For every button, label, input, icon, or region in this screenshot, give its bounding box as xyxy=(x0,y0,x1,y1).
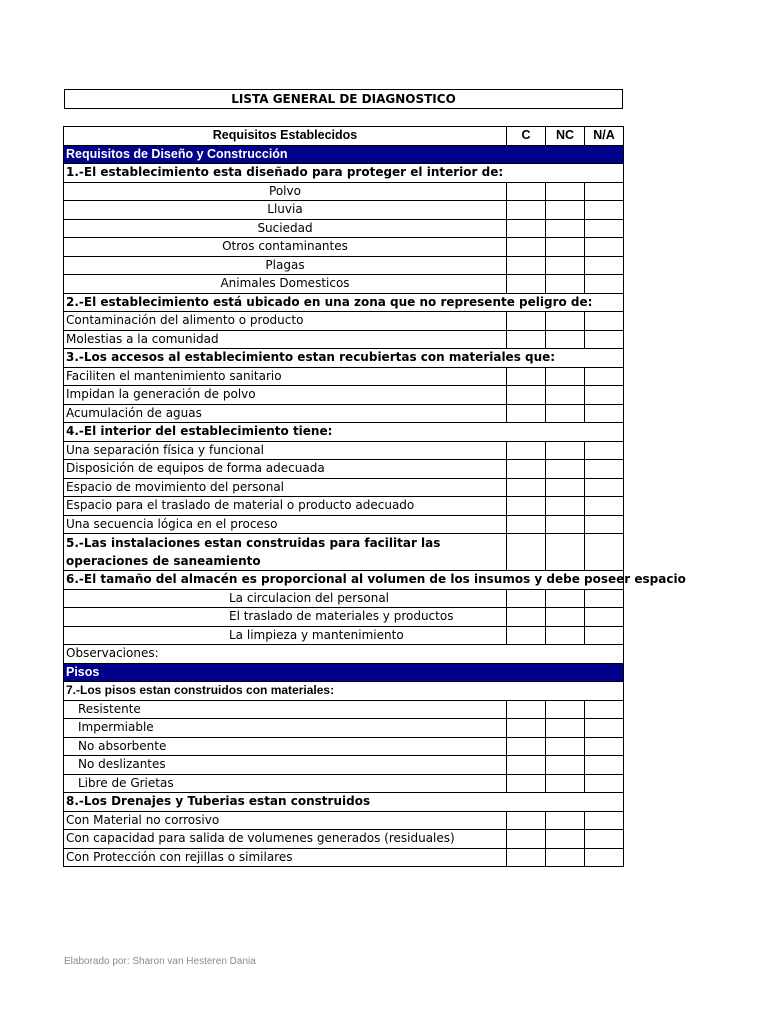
checkbox-cell-c[interactable] xyxy=(507,515,546,534)
question-row xyxy=(64,793,624,812)
checkbox-cell-c[interactable] xyxy=(507,700,546,719)
checkbox-cell-nc[interactable] xyxy=(546,626,585,645)
checkbox-cell-nc[interactable] xyxy=(546,719,585,738)
checkbox-cell-c[interactable] xyxy=(507,848,546,867)
checklist-item-row xyxy=(64,719,624,738)
checklist-item-row xyxy=(64,238,624,257)
checkbox-cell-c[interactable] xyxy=(507,774,546,793)
checkbox-cell-nc[interactable] xyxy=(546,460,585,479)
checkbox-cell-c[interactable] xyxy=(507,219,546,238)
item-text: Otros contaminantes xyxy=(64,238,507,257)
item-text: No deslizantes xyxy=(64,756,507,775)
checklist-item-row xyxy=(64,737,624,756)
question-row xyxy=(64,682,624,701)
checklist-item-row xyxy=(64,201,624,220)
checkbox-cell-c[interactable] xyxy=(507,534,546,571)
checkbox-cell-nc[interactable] xyxy=(546,201,585,220)
checklist-item-row xyxy=(64,330,624,349)
checklist-item-row xyxy=(64,848,624,867)
checkbox-cell-nc[interactable] xyxy=(546,367,585,386)
checkbox-cell-c[interactable] xyxy=(507,367,546,386)
checkbox-cell-nc[interactable] xyxy=(546,830,585,849)
checklist-item-row xyxy=(64,534,624,571)
checkbox-cell-na[interactable] xyxy=(585,534,624,571)
checklist-item-row xyxy=(64,497,624,516)
checkbox-cell-c[interactable] xyxy=(507,719,546,738)
checkbox-cell-c[interactable] xyxy=(507,238,546,257)
item-text: Impidan la generación de polvo xyxy=(64,386,507,405)
checkbox-cell-nc[interactable] xyxy=(546,515,585,534)
checkbox-cell-na[interactable] xyxy=(585,700,624,719)
checklist-item-row xyxy=(64,478,624,497)
item-text: Animales Domesticos xyxy=(64,275,507,294)
checkbox-cell-na[interactable] xyxy=(585,515,624,534)
checkbox-cell-c[interactable] xyxy=(507,608,546,627)
item-text: Libre de Grietas xyxy=(64,774,507,793)
item-text: Una separación física y funcional xyxy=(64,441,507,460)
item-text: Faciliten el mantenimiento sanitario xyxy=(64,367,507,386)
checklist-item-row xyxy=(64,700,624,719)
item-text: Molestias a la comunidad xyxy=(64,330,507,349)
checkbox-cell-nc[interactable] xyxy=(546,441,585,460)
checkbox-cell-nc[interactable] xyxy=(546,848,585,867)
checklist-item-row xyxy=(64,515,624,534)
question-row xyxy=(64,571,624,590)
question-row xyxy=(64,293,624,312)
question-text: 7.-Los pisos estan construidos con materiales: xyxy=(64,682,624,701)
question-row xyxy=(64,164,624,183)
checkbox-cell-nc[interactable] xyxy=(546,534,585,571)
section-header-row xyxy=(64,145,624,164)
question-text: 3.-Los accesos al establecimiento estan recubiertas con materiales que: xyxy=(64,349,624,368)
checklist-item-row xyxy=(64,404,624,423)
checkbox-cell-na[interactable] xyxy=(585,256,624,275)
observations-row xyxy=(64,645,624,664)
header-c: C xyxy=(507,127,546,146)
checklist-item-row xyxy=(64,830,624,849)
checkbox-cell-nc[interactable] xyxy=(546,386,585,405)
question-text: 4.-El interior del establecimiento tiene: xyxy=(64,423,624,442)
checklist-item-row xyxy=(64,312,624,331)
checklist-item-row xyxy=(64,256,624,275)
header-nc: NC xyxy=(546,127,585,146)
checkbox-cell-c[interactable] xyxy=(507,460,546,479)
checkbox-cell-nc[interactable] xyxy=(546,478,585,497)
checkbox-cell-nc[interactable] xyxy=(546,700,585,719)
checklist-item-row xyxy=(64,367,624,386)
checkbox-cell-nc[interactable] xyxy=(546,811,585,830)
item-text: Una secuencia lógica en el proceso xyxy=(64,515,507,534)
checklist-item-row xyxy=(64,589,624,608)
item-text: No absorbente xyxy=(64,737,507,756)
checkbox-cell-na[interactable] xyxy=(585,737,624,756)
item-text: Suciedad xyxy=(64,219,507,238)
item-text: Lluvia xyxy=(64,201,507,220)
checkbox-cell-na[interactable] xyxy=(585,275,624,294)
checkbox-cell-nc[interactable] xyxy=(546,404,585,423)
checkbox-cell-nc[interactable] xyxy=(546,312,585,331)
checkbox-cell-na[interactable] xyxy=(585,404,624,423)
checkbox-cell-c[interactable] xyxy=(507,275,546,294)
checklist-item-row xyxy=(64,460,624,479)
checkbox-cell-c[interactable] xyxy=(507,478,546,497)
item-text: El traslado de materiales y productos xyxy=(64,608,507,627)
item-text: Con Material no corrosivo xyxy=(64,811,507,830)
checklist-item-row xyxy=(64,626,624,645)
question-text: 2.-El establecimiento está ubicado en una zona que no represente peligro de: xyxy=(64,293,624,312)
checkbox-cell-na[interactable] xyxy=(585,497,624,516)
checkbox-cell-c[interactable] xyxy=(507,256,546,275)
item-text: Acumulación de aguas xyxy=(64,404,507,423)
checkbox-cell-c[interactable] xyxy=(507,756,546,775)
checkbox-cell-c[interactable] xyxy=(507,830,546,849)
checkbox-cell-c[interactable] xyxy=(507,441,546,460)
checkbox-cell-c[interactable] xyxy=(507,312,546,331)
checkbox-cell-na[interactable] xyxy=(585,589,624,608)
question-text: 8.-Los Drenajes y Tuberias estan construidos xyxy=(64,793,624,812)
checkbox-cell-na[interactable] xyxy=(585,219,624,238)
checklist-table xyxy=(63,126,686,867)
checkbox-cell-na[interactable] xyxy=(585,386,624,405)
checkbox-cell-c[interactable] xyxy=(507,330,546,349)
document-title: LISTA GENERAL DE DIAGNOSTICO xyxy=(64,89,623,109)
checkbox-cell-na[interactable] xyxy=(585,238,624,257)
checkbox-cell-nc[interactable] xyxy=(546,737,585,756)
checklist-item-row xyxy=(64,756,624,775)
section-title: Pisos xyxy=(64,663,624,682)
question-text: 6.-El tamaño del almacén es proporcional al volumen de los insumos y debe poseer espacio xyxy=(64,571,624,590)
item-text: Con Protección con rejillas o similares xyxy=(64,848,507,867)
question-text: 1.-El establecimiento esta diseñado para proteger el interior de: xyxy=(64,164,624,183)
checkbox-cell-na[interactable] xyxy=(585,719,624,738)
item-text: La limpieza y mantenimiento xyxy=(64,626,507,645)
checkbox-cell-na[interactable] xyxy=(585,478,624,497)
header-na: N/A xyxy=(585,127,624,146)
checkbox-cell-na[interactable] xyxy=(585,811,624,830)
item-text: Espacio de movimiento del personal xyxy=(64,478,507,497)
checkbox-cell-nc[interactable] xyxy=(546,608,585,627)
item-text: Contaminación del alimento o producto xyxy=(64,312,507,331)
checkbox-cell-c[interactable] xyxy=(507,386,546,405)
question-row xyxy=(64,423,624,442)
checkbox-cell-na[interactable] xyxy=(585,848,624,867)
item-text: Resistente xyxy=(64,700,507,719)
checkbox-cell-na[interactable] xyxy=(585,608,624,627)
checkbox-cell-na[interactable] xyxy=(585,312,624,331)
checkbox-cell-na[interactable] xyxy=(585,182,624,201)
checkbox-cell-c[interactable] xyxy=(507,737,546,756)
author-footer: Elaborado por: Sharon van Hesteren Dania xyxy=(64,956,256,967)
observations-label: Observaciones: xyxy=(64,645,624,664)
checkbox-cell-nc[interactable] xyxy=(546,330,585,349)
checkbox-cell-nc[interactable] xyxy=(546,182,585,201)
checklist-item-row xyxy=(64,774,624,793)
checklist-body xyxy=(64,145,686,867)
item-text: La circulacion del personal xyxy=(64,589,507,608)
checkbox-cell-na[interactable] xyxy=(585,830,624,849)
checkbox-cell-na[interactable] xyxy=(585,626,624,645)
checkbox-cell-c[interactable] xyxy=(507,589,546,608)
checklist-item-row xyxy=(64,219,624,238)
checkbox-cell-na[interactable] xyxy=(585,441,624,460)
checkbox-cell-na[interactable] xyxy=(585,460,624,479)
checkbox-cell-nc[interactable] xyxy=(546,219,585,238)
checklist-item-row xyxy=(64,608,624,627)
checkbox-cell-c[interactable] xyxy=(507,201,546,220)
header-requisitos: Requisitos Establecidos xyxy=(64,127,507,146)
checkbox-cell-nc[interactable] xyxy=(546,497,585,516)
checkbox-cell-c[interactable] xyxy=(507,811,546,830)
table-header-row xyxy=(64,127,624,146)
item-text: Disposición de equipos de forma adecuada xyxy=(64,460,507,479)
item-text: Con capacidad para salida de volumenes generados (residuales) xyxy=(64,830,507,849)
section-header-row xyxy=(64,663,624,682)
checkbox-cell-nc[interactable] xyxy=(546,756,585,775)
checklist-item-row xyxy=(64,182,624,201)
item-text: Impermiable xyxy=(64,719,507,738)
checkbox-cell-c[interactable] xyxy=(507,404,546,423)
checklist-item-row xyxy=(64,275,624,294)
checkbox-cell-nc[interactable] xyxy=(546,238,585,257)
checkbox-cell-c[interactable] xyxy=(507,182,546,201)
checkbox-cell-nc[interactable] xyxy=(546,589,585,608)
checklist-item-row xyxy=(64,441,624,460)
checkbox-cell-na[interactable] xyxy=(585,774,624,793)
checkbox-cell-nc[interactable] xyxy=(546,256,585,275)
item-text: Plagas xyxy=(64,256,507,275)
item-text: 5.-Las instalaciones estan construidas para facilitar las operaciones de saneamiento xyxy=(64,534,507,571)
checkbox-cell-nc[interactable] xyxy=(546,275,585,294)
item-text: Polvo xyxy=(64,182,507,201)
checkbox-cell-c[interactable] xyxy=(507,497,546,516)
checkbox-cell-c[interactable] xyxy=(507,626,546,645)
item-text: Espacio para el traslado de material o producto adecuado xyxy=(64,497,507,516)
checklist-item-row xyxy=(64,386,624,405)
checkbox-cell-na[interactable] xyxy=(585,201,624,220)
checklist-item-row xyxy=(64,811,624,830)
question-row xyxy=(64,349,624,368)
checkbox-cell-nc[interactable] xyxy=(546,774,585,793)
section-title: Requisitos de Diseño y Construcción xyxy=(64,145,624,164)
checkbox-cell-na[interactable] xyxy=(585,756,624,775)
checkbox-cell-na[interactable] xyxy=(585,367,624,386)
checkbox-cell-na[interactable] xyxy=(585,330,624,349)
